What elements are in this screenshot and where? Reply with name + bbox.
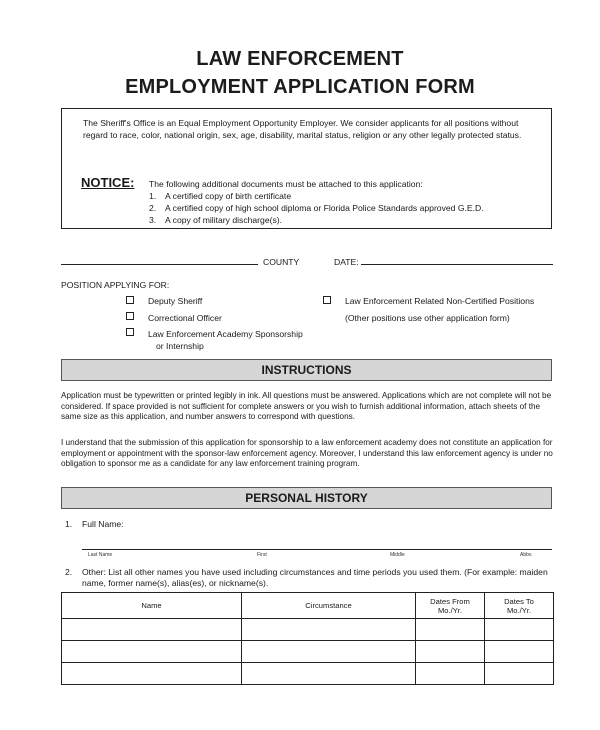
table-row (62, 619, 554, 641)
first-name-caption: First (257, 552, 267, 558)
middle-name-caption: Middle (390, 552, 405, 558)
eeo-statement: The Sheriff's Office is an Equal Employment Opportunity Employer. We consider applicants for all positions without regard to race, color, national origin, sex, age, disability, marital status, religion or any other legally protected status. (83, 118, 522, 140)
name-cell[interactable] (62, 663, 242, 685)
academy-sponsorship-label: Law Enforcement Academy Sponsorship (148, 329, 303, 339)
date-field[interactable] (361, 264, 553, 265)
non-certified-positions-note: (Other positions use other application form) (345, 313, 510, 323)
last-name-caption: Last Name (88, 552, 113, 558)
instructions-paragraph-2: I understand that the submission of this application for sponsorship to a law enforcement academy does not constitute an application for employment or appointment with the sponsor-law enforcement agency. Moreover, I understand this law enforcement agency is under no obligation to sponsor me as a candidate for any law enforcement training program. (61, 438, 553, 468)
required-documents-list (149, 190, 484, 226)
instructions-paragraph-1: Application must be typewritten or printed legibly in ink. All questions must be answered. Applications which are not complete will not be considered. If space provided is not sufficient for complete answers or you wish to furnish additional information, attach sheets of the same size as this application, and number answers to correspond with questions. (61, 391, 552, 421)
non-certified-positions-label: Law Enforcement Related Non-Certified Positions (345, 296, 535, 306)
form-title-line1: LAW ENFORCEMENT (196, 48, 404, 70)
abbv-caption: Abbv. (520, 552, 533, 558)
name-cell[interactable] (62, 641, 242, 663)
required-document-item: 3. A copy of military discharge(s). (149, 215, 283, 225)
table-header-row (62, 593, 554, 619)
correctional-officer-checkbox[interactable] (126, 312, 134, 320)
correctional-officer-label: Correctional Officer (148, 313, 222, 323)
full-name-field[interactable] (82, 549, 552, 550)
dates-from-cell[interactable] (416, 641, 485, 663)
circumstance-cell[interactable] (242, 663, 416, 685)
notice-intro: The following additional documents must be attached to this application: (149, 179, 423, 189)
required-document-item: 1. A certified copy of birth certificate (149, 191, 292, 201)
dates-to-cell[interactable] (485, 619, 554, 641)
question-2-number: 2. (65, 567, 73, 577)
name-cell[interactable] (62, 619, 242, 641)
academy-sponsorship-checkbox[interactable] (126, 328, 134, 336)
required-document-item: 2. A certified copy of high school diploma or Florida Police Standards approved G.E.D. (149, 203, 484, 213)
eeo-notice-box (61, 108, 552, 229)
dates-to-cell[interactable] (485, 641, 554, 663)
other-names-table (61, 592, 554, 685)
dates-to-cell[interactable] (485, 663, 554, 685)
deputy-sheriff-checkbox[interactable] (126, 296, 134, 304)
circumstance-cell[interactable] (242, 641, 416, 663)
circumstance-column-header: Circumstance (242, 593, 416, 619)
deputy-sheriff-label: Deputy Sheriff (148, 296, 203, 306)
dates-from-cell[interactable] (416, 663, 485, 685)
form-title-line2: EMPLOYMENT APPLICATION FORM (125, 76, 475, 98)
non-certified-positions-checkbox[interactable] (323, 296, 331, 304)
date-label: DATE: (334, 257, 359, 267)
county-field[interactable] (61, 264, 258, 265)
full-name-label: Full Name: (82, 519, 124, 529)
personal-history-heading: PERSONAL HISTORY (61, 487, 552, 509)
dates-from-cell[interactable] (416, 619, 485, 641)
dates-to-column-header: Dates To Mo./Yr. (485, 593, 554, 619)
table-row (62, 663, 554, 685)
position-label: POSITION APPLYING FOR: (61, 280, 170, 290)
circumstance-cell[interactable] (242, 619, 416, 641)
name-column-header: Name (62, 593, 242, 619)
dates-from-column-header: Dates From Mo./Yr. (416, 593, 485, 619)
question-1-number: 1. (65, 519, 73, 529)
other-names-question: Other: List all other names you have used including circumstances and time periods you used them. (For example: maiden name, former name(s), alias(es), or nickname(s). (82, 567, 548, 588)
instructions-heading: INSTRUCTIONS (61, 359, 552, 381)
county-label: COUNTY (263, 257, 300, 267)
table-row (62, 641, 554, 663)
notice-label: NOTICE: (81, 175, 135, 190)
academy-sponsorship-label-cont: or Internship (156, 341, 204, 351)
